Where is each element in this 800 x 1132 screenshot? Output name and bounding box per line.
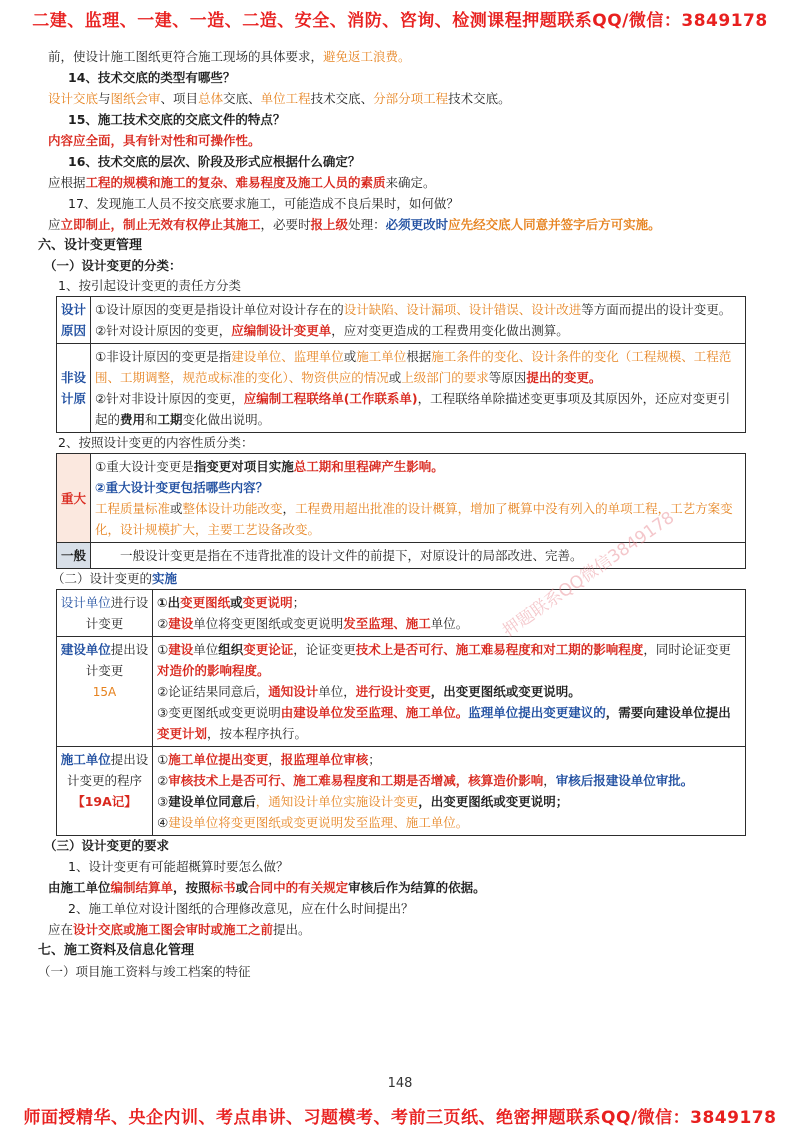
cell-non-design-reason-desc: ①非设计原因的变更是指建设单位、监理单位或施工单位根据施工条件的变化、设计条件的变化（工程规模、工程范围、工期调整，规范或标准的变化）、物资供应的情况或上级部门的要求等原因提出的变更。 ②针对非设计原因的变更，应编制工程联络单(工作联系单)，工程联络单除描述变更事项及其原因外，还应对变更引起的费用和工期变化做出说明。 [91, 344, 746, 433]
section-7-title: 七、施工资料及信息化管理 [38, 943, 195, 958]
table-row [57, 747, 746, 836]
answer-17: 应立即制止，制止无效有权停止其施工，必要时报上级处理：必须更改时应先经交底人同意并签字后方可实施。 [48, 217, 661, 232]
section-6-3-a2: 应在设计交底或施工图会审时或施工之前提出。 [48, 922, 311, 937]
tag-19a: 【19A记】 [72, 794, 137, 809]
section-7-1-title: （一）项目施工资料与竣工档案的特征 [38, 964, 251, 979]
question-17: 17、发现施工人员不按交底要求施工，可能造成不良后果时，如何做？ [68, 196, 459, 211]
cell-design-unit-desc: ①出变更图纸或变更说明； ②建设单位将变更图纸或变更说明发至监理、施工单位。 [153, 590, 746, 637]
section-6-3-title: （三）设计变更的要求 [44, 838, 170, 853]
table-implementation [56, 589, 746, 836]
cell-general: 一般 [57, 543, 91, 569]
question-14: 14、技术交底的类型有哪些？ [68, 70, 236, 85]
section-6-1-title: （一）设计变更的分类： [44, 258, 182, 273]
page-content [38, 46, 748, 982]
section-6-1-b: 2、按照设计变更的内容性质分类： [58, 435, 254, 450]
top-banner: 二建、监理、一建、一造、二造、安全、消防、咨询、检测课程押题联系QQ/微信：3849178 [32, 11, 768, 31]
intro-line: 前，使设计施工图纸更符合施工现场的具体要求，避免返工浪费。 [48, 49, 411, 64]
section-6-3-q2: 2、施工单位对设计图纸的合理修改意见，应在什么时间提出？ [68, 901, 414, 916]
cell-non-design-reason: 非设计原 [57, 344, 91, 433]
table-row [57, 344, 746, 433]
cell-design-unit: 设计单位进行设计变更 [57, 590, 153, 637]
section-6-3-q1: 1、设计变更有可能超概算时要怎么做？ [68, 859, 289, 874]
cell-design-reason-desc: ①设计原因的变更是指设计单位对设计存在的设计缺陷、设计漏项、设计错误、设计改进等方面而提出的设计变更。 ②针对设计原因的变更，应编制设计变更单，应对变更造成的工程费用变化做出测算。 [91, 297, 746, 344]
table-responsibility [56, 296, 746, 433]
cell-owner-unit-desc: ①建设单位组织变更论证，论证变更技术上是否可行、施工难易程度和对工期的影响程度，同时论证变更对造价的影响程度。 ②论证结果同意后，通知设计单位，进行设计变更，出变更图纸或变更说明。 ③变更图纸或变更说明由建设单位发至监理、施工单位。监理单位提出变更建议的，需要向建设单位提出变更计划，按本程序执行。 [153, 637, 746, 747]
question-16: 16、技术交底的层次、阶段及形式应根据什么确定？ [68, 154, 361, 169]
table-nature [56, 453, 746, 569]
question-15: 15、施工技术交底的交底文件的特点？ [68, 112, 286, 127]
tag-15a: 15A [92, 685, 117, 699]
answer-15: 内容应全面，具有针对性和可操作性。 [48, 133, 261, 148]
cell-major-desc: ①重大设计变更是指变更对项目实施总工期和里程碑产生影响。 ②重大设计变更包括哪些内容？ 工程质量标准或整体设计功能改变，工程费用超出批准的设计概算，增加了概算中没有列入的单项工程，工艺方案变化，设计规模扩大，主要工艺设备改变。 [91, 454, 746, 543]
section-6-2-title: （二）设计变更的实施 [52, 571, 178, 586]
cell-major: 重大 [57, 454, 91, 543]
table-row [57, 637, 746, 747]
page-number: 148 [387, 1076, 413, 1091]
cell-design-reason: 设计原因 [57, 297, 91, 344]
cell-general-desc: 一般设计变更是指在不违背批准的设计文件的前提下，对原设计的局部改进、完善。 [91, 543, 746, 569]
answer-14: 设计交底与图纸会审、项目总体交底、单位工程技术交底、分部分项工程技术交底。 [48, 91, 511, 106]
section-6-1-a: 1、按引起设计变更的责任方分类 [58, 278, 241, 293]
section-6-title: 六、设计变更管理 [38, 238, 143, 253]
cell-contractor-unit: 施工单位提出设计变更的程序 【19A记】 [57, 747, 153, 836]
table-row [57, 297, 746, 344]
section-6-3-a1: 由施工单位编制结算单，按照标书或合同中的有关规定审核后作为结算的依据。 [48, 880, 486, 895]
watermark: 押题联系QQ微信3849178 [499, 507, 679, 642]
cell-owner-unit: 建设单位提出设计变更 15A [57, 637, 153, 747]
answer-16: 应根据工程的规模和施工的复杂、难易程度及施工人员的素质来确定。 [48, 175, 436, 190]
bottom-banner: 师面授精华、央企内训、考点串讲、习题模考、考前三页纸、绝密押题联系QQ/微信：3849178 [23, 1108, 777, 1128]
table-row [57, 590, 746, 637]
cell-contractor-unit-desc: ①施工单位提出变更，报监理单位审核； ②审核技术上是否可行、施工难易程度和工期是否增减，核算造价影响，审核后报建设单位审批。 ③建设单位同意后，通知设计单位实施设计变更，出变更图纸或变更说明； ④建设单位将变更图纸或变更说明发至监理、施工单位。 [153, 747, 746, 836]
